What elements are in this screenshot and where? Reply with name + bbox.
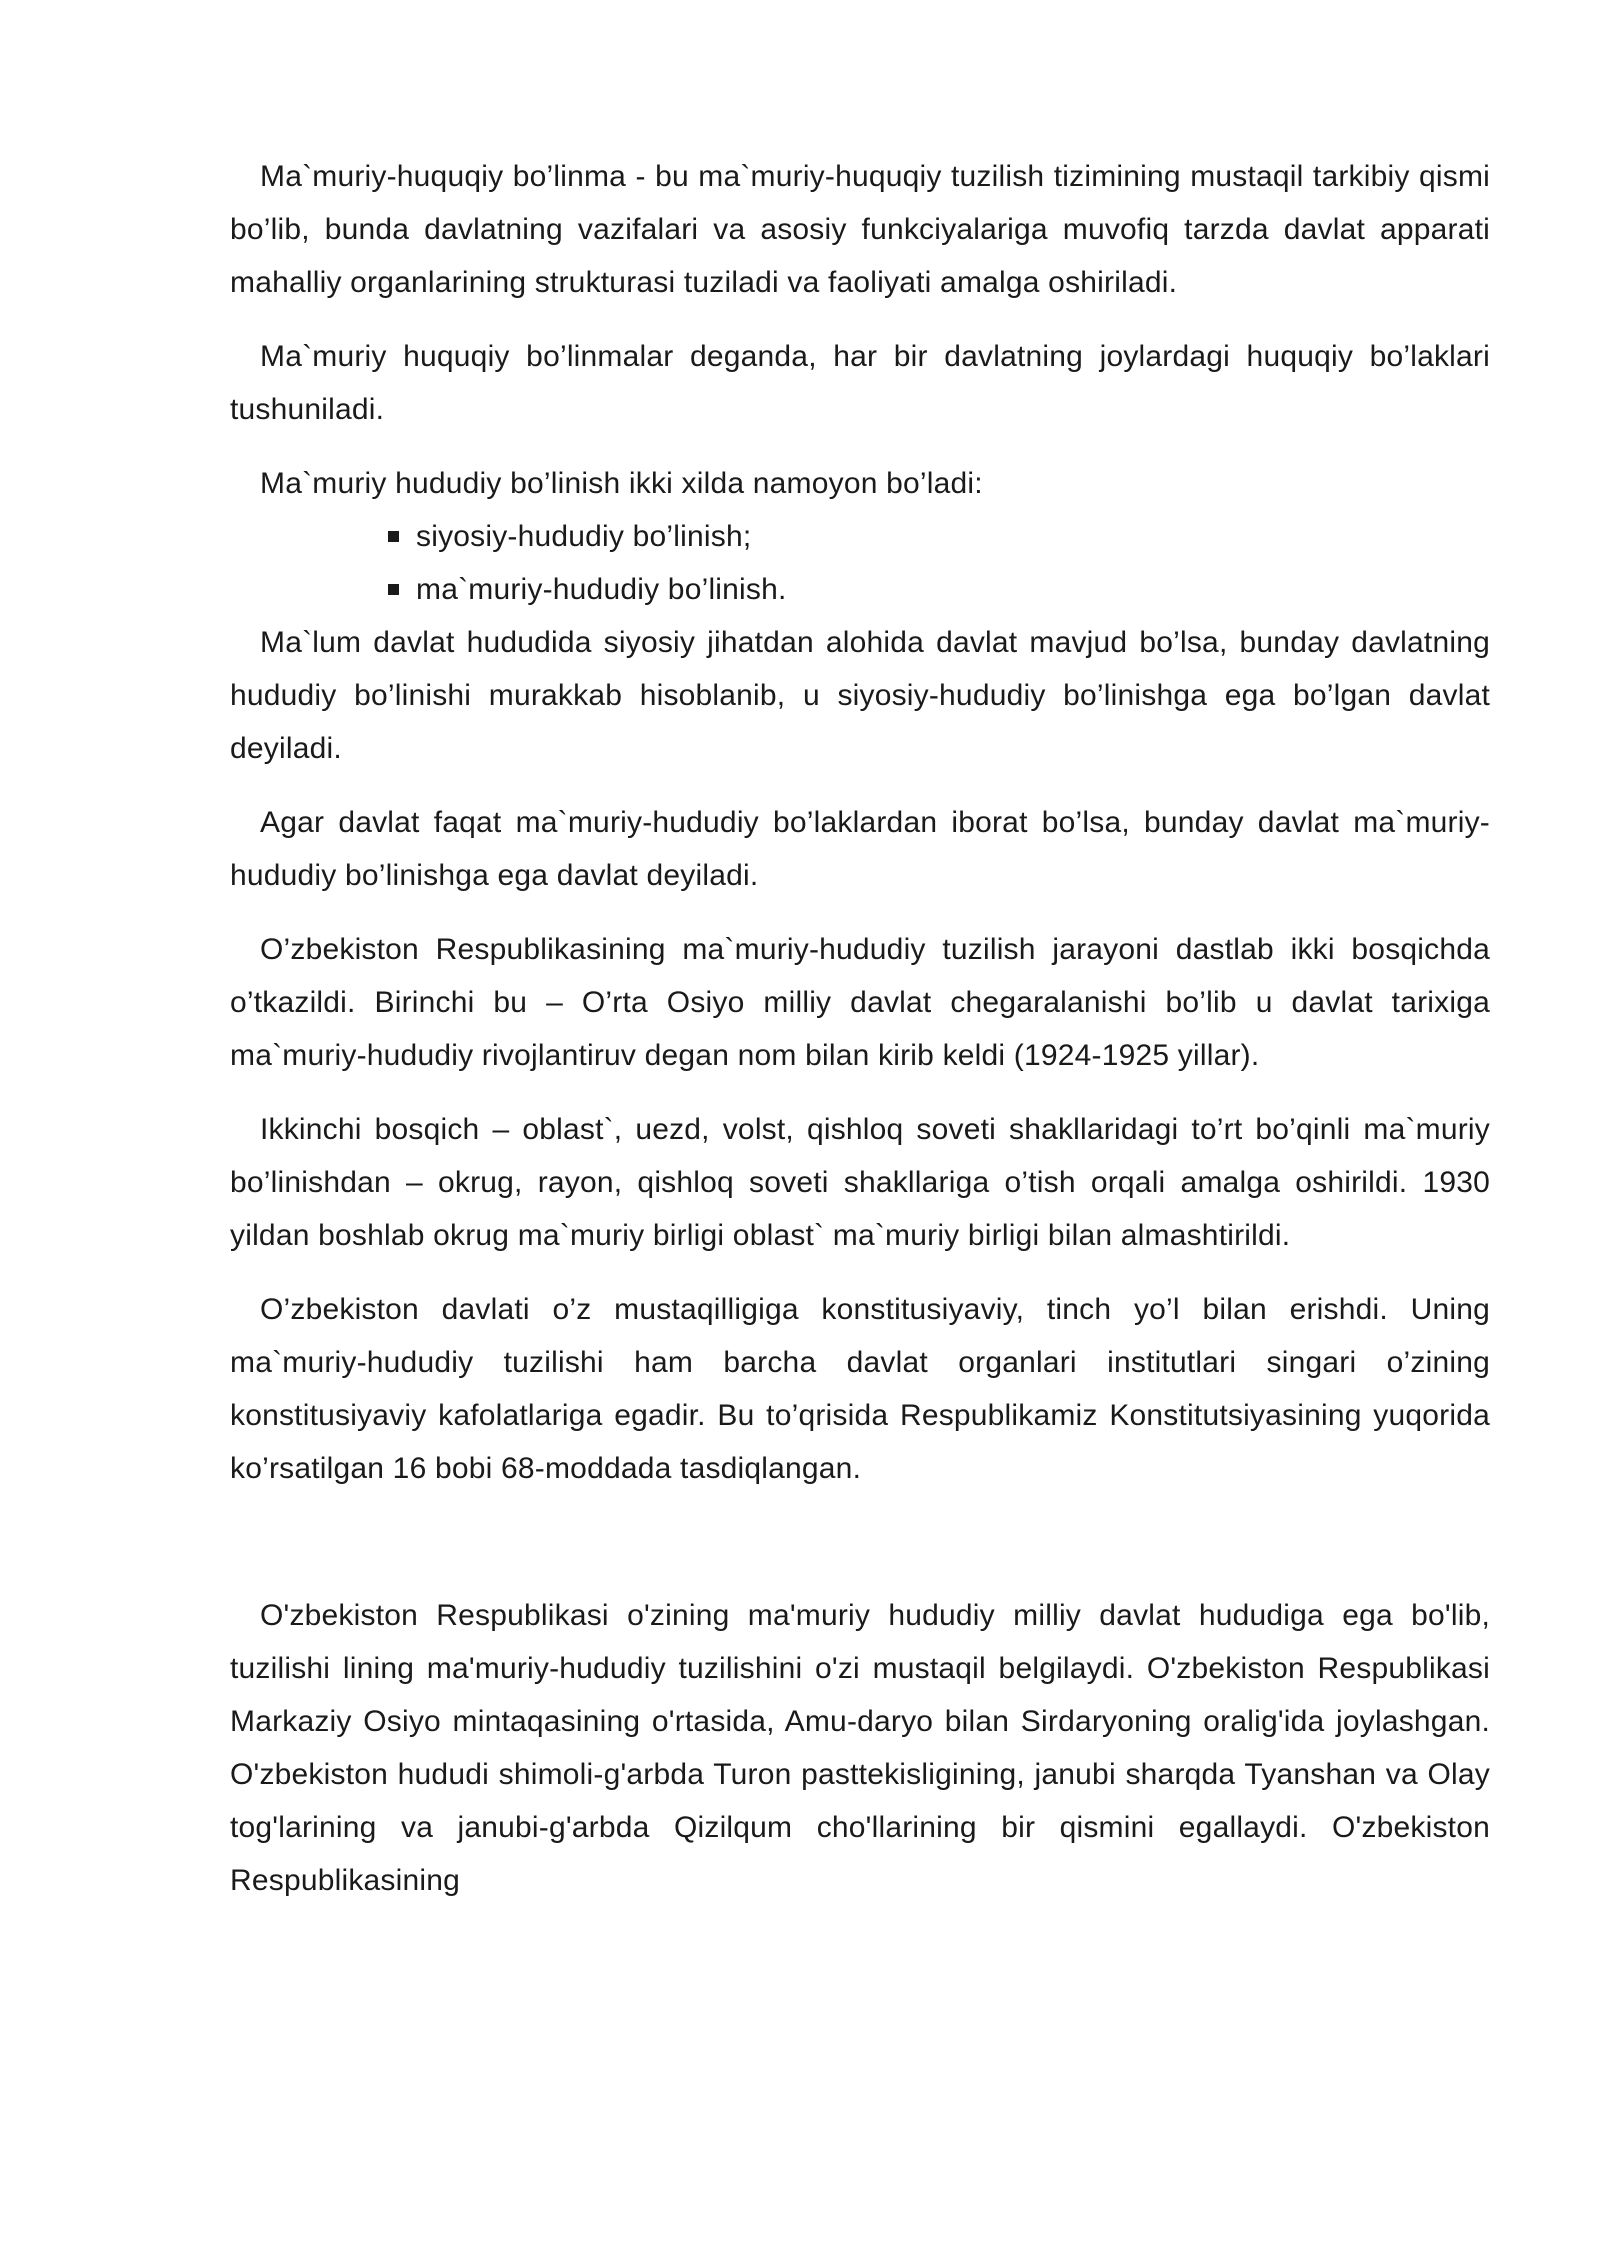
list-item	[388, 510, 1490, 563]
list-item-text: siyosiy-hududiy bo’linish;	[416, 520, 752, 553]
list-item	[388, 563, 1490, 616]
paragraph-division-types-intro: Ma`muriy hududiy bo’linish ikki xilda namoyon bo’ladi:	[260, 467, 983, 500]
paragraph-administrative-unit-definition: Ma`muriy-huquqiy bo’linma - bu ma`muriy-huquqiy tuzilish tizimining mustaqil tarkibiy qismi bo’lib, bunda davlatning vazifalari va asosiy funkciyalariga muvofiq tarzda davlat apparati mahalliy organlarining strukturasi tuziladi va faoliyati amalga oshiriladi.	[230, 160, 1490, 299]
paragraph-administrative-territorial: Agar davlat faqat ma`muriy-hududiy bo’laklardan iborat bo’lsa, bunday davlat ma`muriy-hududiy bo’linishga ega davlat deyiladi.	[230, 806, 1490, 892]
paragraph-independence: O’zbekiston davlati o’z mustaqilligiga konstitusiyaviy, tinch yo’l bilan erishdi. Uning ma`muriy-hududiy tuzilishi ham barcha davlat organlari institutlari singari o’zining konstitusiyaviy kafolatlariga egadir. Bu to’qrisida Respublikamiz Konstitutsiyasining yuqorida ko’rsatilgan 16 bobi 68-moddada tasdiqlangan.	[230, 1293, 1490, 1485]
document-page	[230, 150, 1490, 1928]
paragraph-uzbekistan-territory: O'zbekiston Respublikasi o'zining ma'muriy hududiy milliy davlat hududiga ega bo'lib, tuzilishi lining ma'muriy-hududiy tuzilishini o'zi mustaqil belgilaydi. O'zbekiston Respublikasi Markaziy Osiyo mintaqasining o'rtasida, Amu-daryo bilan Sirdaryoning oralig'ida joylashgan. O'zbekiston hududi shimoli-g'arbda Turon pasttekisligining, janubi sharqda Tyanshan va Olay tog'larining va janubi-g'arbda Qizilqum cho'llarining bir qismini egallaydi. O'zbekiston Respublikasining	[230, 1599, 1490, 1897]
section-spacer	[230, 1516, 1490, 1589]
square-bullet-icon	[388, 531, 399, 542]
paragraph-first-stage: O’zbekiston Respublikasining ma`muriy-hududiy tuzilish jarayoni dastlab ikki bosqichda o’tkazildi. Birinchi bu – O’rta Osiyo milliy davlat chegaralanishi bo’lib u davlat tarixiga ma`muriy-hududiy rivojlantiruv degan nom bilan kirib keldi (1924-1925 yillar).	[230, 933, 1490, 1072]
list-item-text: ma`muriy-hududiy bo’linish.	[416, 573, 787, 606]
division-types-list	[230, 510, 1490, 616]
square-bullet-icon	[388, 584, 399, 595]
paragraph-administrative-units-meaning: Ma`muriy huquqiy bo’linmalar deganda, har bir davlatning joylardagi huquqiy bo’laklari tushuniladi.	[230, 340, 1490, 426]
paragraph-political-territorial: Ma`lum davlat hududida siyosiy jihatdan alohida davlat mavjud bo’lsa, bunday davlatning hududiy bo’linishi murakkab hisoblanib, u siyosiy-hududiy bo’linishga ega bo’lgan davlat deyiladi.	[230, 626, 1490, 765]
paragraph-second-stage: Ikkinchi bosqich – oblast`, uezd, volst, qishloq soveti shakllaridagi to’rt bo’qinli ma`muriy bo’linishdan – okrug, rayon, qishloq soveti shakllariga o’tish orqali amalga oshirildi. 1930 yildan boshlab okrug ma`muriy birligi oblast` ma`muriy birligi bilan almashtirildi.	[230, 1113, 1490, 1252]
